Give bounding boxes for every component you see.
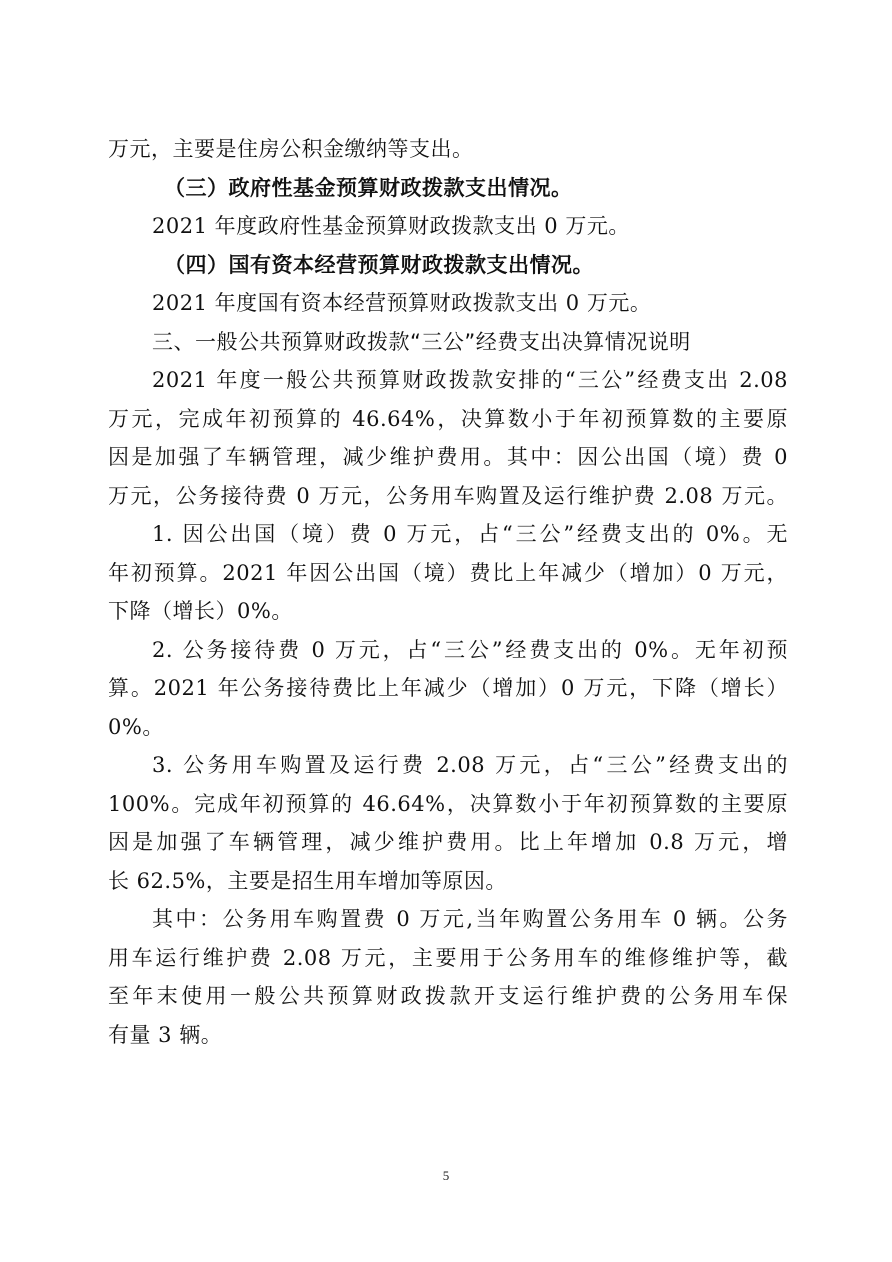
text-line: 3. 公务用车购置及运行费 2.08 万元，占“三公”经费支出的	[152, 753, 788, 777]
page-number: 5	[442, 1168, 450, 1183]
text-line: 长 62.5%，主要是招生用车增加等原因。	[108, 868, 507, 893]
text-line: 因是加强了车辆管理，减少维护费用。比上年增加 0.8 万元，增	[108, 830, 788, 854]
text-line: 1. 因公出国（境）费 0 万元，占“三公”经费支出的 0%。无	[152, 522, 788, 546]
text-line: 2. 公务接待费 0 万元，占“三公”经费支出的 0%。无年初预	[152, 637, 788, 662]
text-line: 至年末使用一般公共预算财政拨款开支运行维护费的公务用车保	[108, 984, 788, 1008]
text-line: 2021 年度国有资本经营预算财政拨款支出 0 万元。	[152, 291, 652, 315]
section-subheading: （四）国有资本经营预算财政拨款支出情况。	[164, 252, 594, 277]
text-line: 因是加强了车辆管理，减少维护费用。其中：因公出国（境）费 0	[108, 445, 788, 469]
text-line: 年初预算。2021 年因公出国（境）费比上年减少（增加）0 万元，	[108, 560, 788, 585]
document-body	[108, 130, 788, 1054]
text-line: 万元，主要是住房公积金缴纳等支出。	[108, 137, 474, 161]
text-line: 用车运行维护费 2.08 万元，主要用于公务用车的维修维护等，截	[108, 945, 788, 970]
text-line: 2021 年度一般公共预算财政拨款安排的“三公”经费支出 2.08	[152, 368, 788, 392]
text-line: 0%。	[108, 714, 164, 739]
text-line: 万元，完成年初预算的 46.64%，决算数小于年初预算数的主要原	[108, 406, 788, 431]
section-subheading: （三）政府性基金预算财政拨款支出情况。	[164, 175, 573, 200]
text-line: 下降（增长）0%。	[108, 599, 293, 623]
text-line: 算。2021 年公务接待费比上年减少（增加）0 万元，下降（增长）	[108, 676, 788, 700]
text-line: 其中：公务用车购置费 0 万元,当年购置公务用车 0 辆。公务	[152, 907, 788, 931]
text-line: 2021 年度政府性基金预算财政拨款支出 0 万元。	[152, 214, 630, 238]
text-line: 万元，公务接待费 0 万元，公务用车购置及运行维护费 2.08 万元。	[108, 483, 788, 508]
section-heading: 三、一般公共预算财政拨款“三公”经费支出决算情况说明	[152, 329, 691, 354]
text-line: 有量 3 辆。	[108, 1022, 223, 1047]
text-line: 100%。完成年初预算的 46.64%，决算数小于年初预算数的主要原	[108, 791, 788, 816]
